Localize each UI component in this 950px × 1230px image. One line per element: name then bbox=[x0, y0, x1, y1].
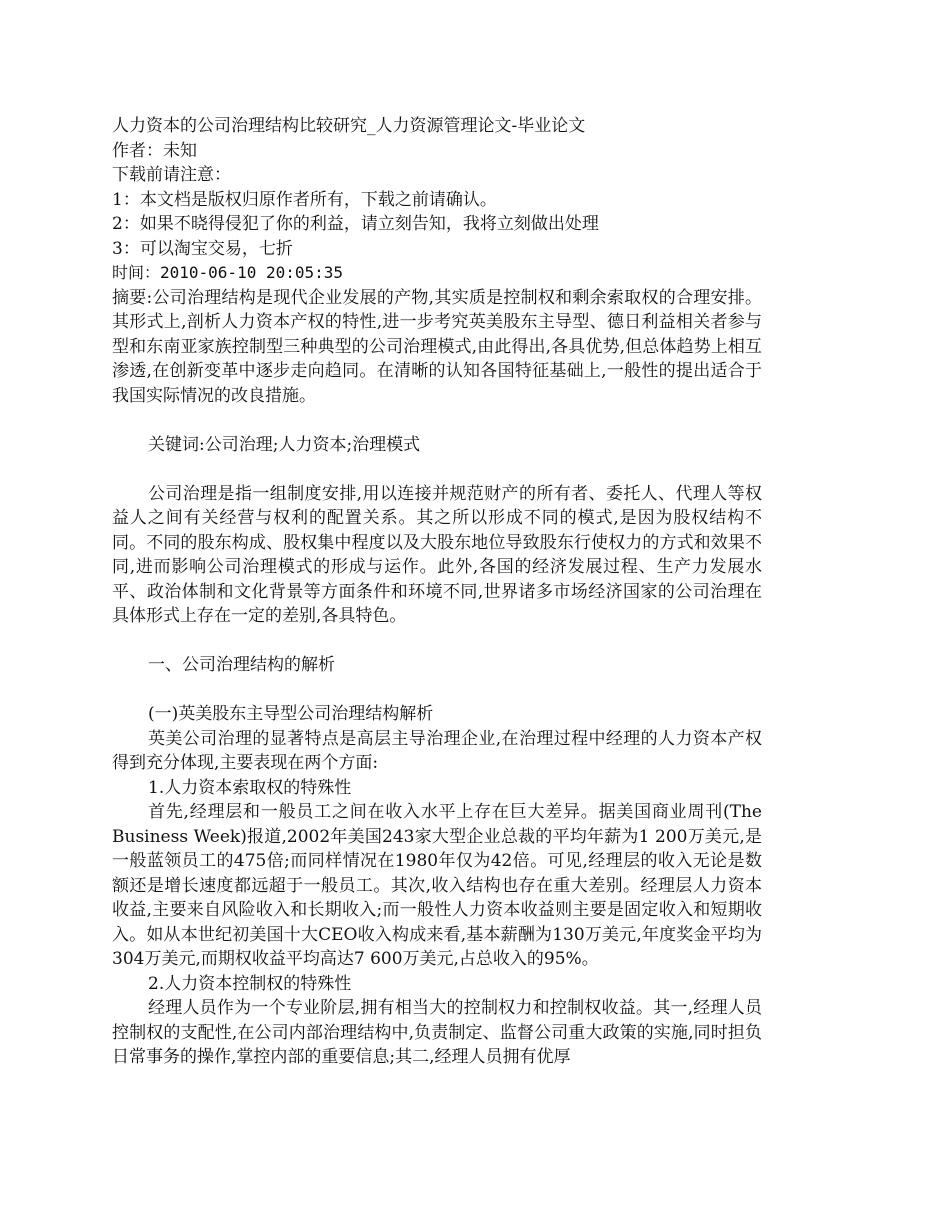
document-title: 人力资本的公司治理结构比较研究_人力资源管理论文-毕业论文 bbox=[112, 116, 586, 136]
point-heading: 1.人力资本索取权的特殊性 bbox=[148, 777, 352, 798]
subsection-intro-paragraph: 英美公司治理的显著特点是高层主导治理企业,在治理过程中经理的人力资本产权得到充分体现,主要表现在两个方面: bbox=[112, 728, 762, 773]
point-body-paragraph: 首先,经理层和一般员工之间在收入水平上存在巨大差异。据美国商业周刊(The Business Week)报道,2002年美国243家大型企业总裁的平均年薪为1 200万美元,是一般蓝领员工的475倍;而同样情况在1980年仅为42倍。可见,经理层的收入无论是数额还是增长速度都远超于一般员工。其次,收入结构也存在重大差别。经理层人力资本收益,主要来自风险收入和长期收入;而一般性人力资本收益则主要是固定收入和短期收入。如从本世纪初美国十大CEO收入构成来看,基本薪酬为130万美元,年度奖金平均为304万美元,而期权收益平均高达7 600万美元,占总收入的95%。 bbox=[112, 802, 762, 969]
notice-item: 3：可以淘宝交易，七折 bbox=[112, 238, 293, 259]
time-line: 时间：2010-06-10 20:05:35 bbox=[112, 263, 344, 282]
keywords-line: 关键词:公司治理;人力资本;治理模式 bbox=[148, 434, 421, 455]
point-body-paragraph: 经理人员作为一个专业阶层,拥有相当大的控制权力和控制权收益。其一,经理人员控制权的支配性,在公司内部治理结构中,负责制定、监督公司重大政策的实施,同时担负日常事务的操作,掌控内部的重要信息;其二,经理人员拥有优厚 bbox=[112, 998, 762, 1067]
notice-item: 1：本文档是版权归原作者所有，下载之前请确认。 bbox=[112, 189, 497, 210]
subsection-heading: (一)英美股东主导型公司治理结构解析 bbox=[148, 704, 434, 724]
point-heading: 2.人力资本控制权的特殊性 bbox=[148, 973, 352, 994]
notice-item: 2：如果不晓得侵犯了你的利益，请立刻告知，我将立刻做出处理 bbox=[112, 214, 599, 234]
intro-paragraph: 公司治理是指一组制度安排,用以连接并规范财产的所有者、委托人、代理人等权益人之间有关经营与权利的配置关系。其之所以形成不同的模式,是因为股权结构不同。不同的股东构成、股权集中程度以及大股东地位导致股东行使权力的方式和效果不同,进而影响公司治理模式的形成与运作。此外,各国的经济发展过程、生产力发展水平、政治体制和文化背景等方面条件和环境不同,世界诸多市场经济国家的公司治理在具体形式上存在一定的差别,各具特色。 bbox=[112, 483, 762, 626]
document-page bbox=[112, 114, 762, 1070]
abstract-paragraph: 摘要:公司治理结构是现代企业发展的产物,其实质是控制权和剩余索取权的合理安排。其形式上,剖析人力资本产权的特性,进一步考究英美股东主导型、德日利益相关者参与型和东南亚家族控制型三种典型的公司治理模式,由此得出,各具优势,但总体趋势上相互渗透,在创新变革中逐步走向趋同。在清晰的认知各国特征基础上,一般性的提出适合于我国实际情况的改良措施。 bbox=[112, 287, 762, 406]
notice-heading: 下载前请注意： bbox=[112, 165, 231, 185]
author-line: 作者：未知 bbox=[112, 140, 197, 161]
section-heading: 一、公司治理结构的解析 bbox=[148, 655, 335, 675]
